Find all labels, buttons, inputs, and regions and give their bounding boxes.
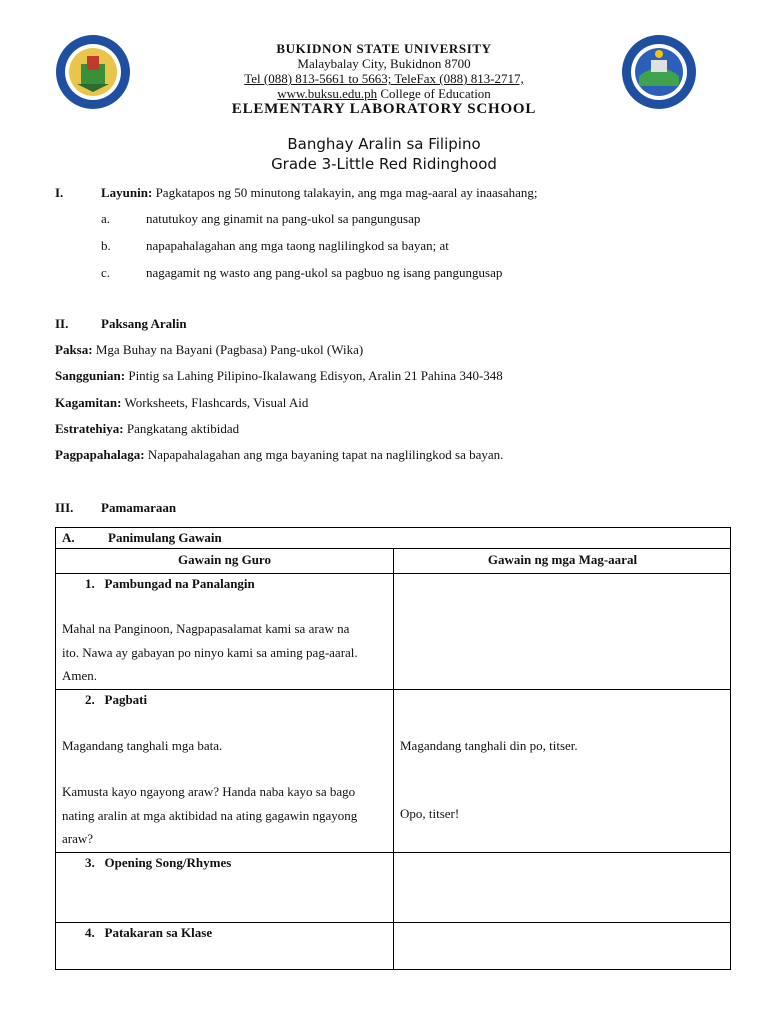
greeting-line: Kamusta kayo ngayong araw? Handa naba kayo sa bago xyxy=(62,784,356,799)
section-1-numeral: I. xyxy=(55,185,64,200)
table-column-divider xyxy=(393,548,394,969)
greeting-teacher-line: Magandang tanghali mga bata. xyxy=(62,738,223,753)
procedure-table xyxy=(55,527,731,970)
objective-letter: c. xyxy=(101,265,111,280)
section-2-numeral: II. xyxy=(55,316,69,331)
website-link[interactable]: www.buksu.edu.ph xyxy=(277,86,378,101)
materials-label: Kagamitan: xyxy=(55,395,122,410)
objective-text: Pagkatapos ng 50 minutong talakayin, ang mga mag-aaral ay inaasahang; xyxy=(152,185,538,200)
table-row-heading: 1. Pambungad na Panalangin xyxy=(85,576,255,591)
objective-item: natutukoy ang ginamit na pang-ukol sa pangungusap xyxy=(146,211,421,226)
objective-label: Layunin: xyxy=(101,185,153,200)
reference-label: Sanggunian: xyxy=(55,368,126,383)
section-1-objective xyxy=(101,185,538,201)
teacher-column-header: Gawain ng Guro xyxy=(178,552,271,567)
lesson-subtitle: Grade 3-Little Red Ridinghood xyxy=(271,155,497,173)
values-value: Napapahalagahan ang mga bayaning tapat na naglilingkod sa bayan. xyxy=(144,447,504,462)
section-2-heading: Paksang Aralin xyxy=(101,316,187,331)
greeting-student-line: Magandang tanghali din po, titser. xyxy=(400,738,578,753)
university-website-line xyxy=(150,86,618,102)
strategy-row xyxy=(55,421,239,437)
prayer-line: Mahal na Panginoon, Nagpapasalamat kami sa araw na xyxy=(62,621,350,636)
objective-letter: a. xyxy=(101,211,111,226)
university-name: BUKIDNON STATE UNIVERSITY xyxy=(276,41,492,56)
university-address: Malaybalay City, Bukidnon 8700 xyxy=(297,56,471,71)
section-3-heading: Pamamaraan xyxy=(101,500,177,515)
table-row-teacher-text xyxy=(62,780,357,851)
greeting-line: araw? xyxy=(62,831,94,846)
prayer-line: Amen. xyxy=(62,668,98,683)
strategy-label: Estratehiya: xyxy=(55,421,124,436)
table-row-heading: 3. Opening Song/Rhymes xyxy=(85,855,232,870)
university-seal-right-logo xyxy=(621,34,697,110)
greeting-line: nating aralin at mga aktibidad na ating gagawin ngayong xyxy=(62,807,358,823)
strategy-value: Pangkatang aktibidad xyxy=(123,421,240,436)
student-column-header: Gawain ng mga Mag-aaral xyxy=(487,552,638,567)
reference-value: Pintig sa Lahing Pilipino-Ikalawang Edisyon, Aralin 21 Pahina 340-348 xyxy=(125,368,503,383)
part-title: Panimulang Gawain xyxy=(108,530,222,545)
objective-letter: b. xyxy=(101,238,111,253)
materials-row xyxy=(55,395,308,411)
table-row-teacher-text xyxy=(62,617,358,688)
subject-row xyxy=(55,342,363,358)
values-label: Pagpapahalaga: xyxy=(55,447,145,462)
lesson-title: Banghay Aralin sa Filipino xyxy=(287,135,481,153)
subject-label: Paksa: xyxy=(55,342,93,357)
university-seal-left-logo xyxy=(55,34,131,110)
table-row-heading: 4. Patakaran sa Klase xyxy=(85,925,213,940)
university-telephone: Tel (088) 813-5661 to 5663; TeleFax (088) 813-2717, xyxy=(244,71,524,86)
section-3-numeral: III. xyxy=(55,500,74,515)
objective-item: nagagamit ng wasto ang pang-ukol sa pagbuo ng isang pangungusap xyxy=(146,265,503,280)
greeting-student-reply: Opo, titser! xyxy=(400,806,460,821)
prayer-line: ito. Nawa ay gabayan po ninyo kami sa aming pag-aaral. xyxy=(62,644,358,660)
subject-value: Mga Buhay na Bayani (Pagbasa) Pang-ukol (Wika) xyxy=(92,342,364,357)
college-name: College of Education xyxy=(377,86,491,101)
part-letter: A. xyxy=(62,530,75,545)
table-row-heading: 2. Pagbati xyxy=(85,692,148,707)
materials-value: Worksheets, Flashcards, Visual Aid xyxy=(121,395,309,410)
values-row xyxy=(55,447,503,463)
school-name: ELEMENTARY LABORATORY SCHOOL xyxy=(231,101,537,117)
objective-item: napapahalagahan ang mga taong naglilingkod sa bayan; at xyxy=(146,238,449,253)
reference-row xyxy=(55,368,503,384)
